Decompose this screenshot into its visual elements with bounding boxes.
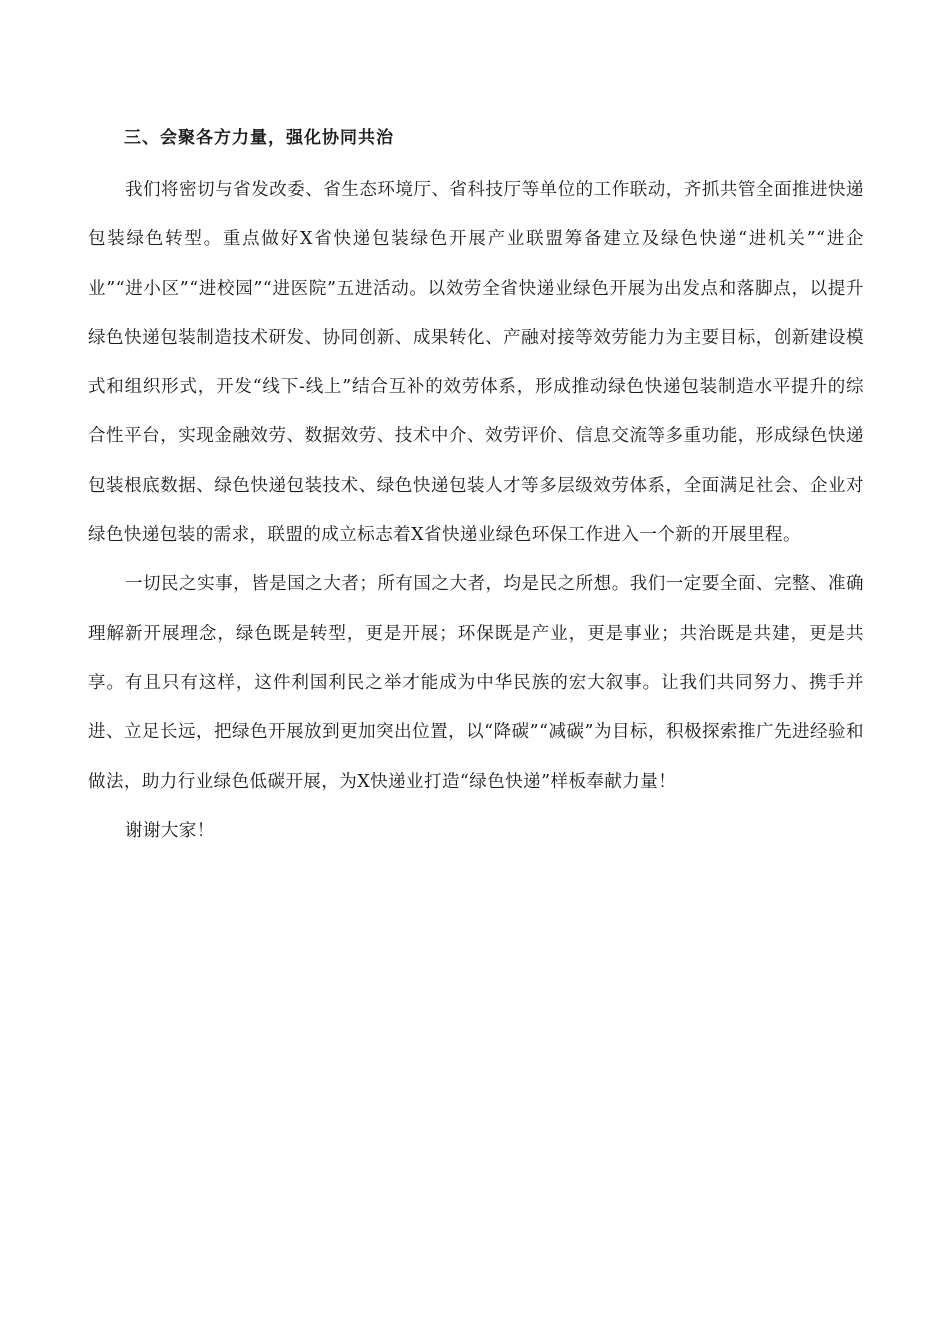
paragraph-cooperation: 我们将密切与省发改委、省生态环境厅、省科技厅等单位的工作联动，齐抓共管全面推进快递包装绿色转型。重点做好X省快递包装绿色开展产业联盟筹备建立及绿色快递“进机关”“进企业”“进小区”“进校园”“进医院”五进活动。以效劳全省快递业绿色开展为出发点和落脚点，以提升绿色快递包装制造技术研发、协同创新、成果转化、产融对接等效劳能力为主要目标，创新建设模式和组织形式，开发“线下-线上”结合互补的效劳体系，形成推动绿色快递包装制造水平提升的综合性平台，实现金融效劳、数据效劳、技术中介、效劳评价、信息交流等多重功能，形成绿色快递包装根底数据、绿色快递包装技术、绿色快递包装人才等多层级效劳体系，全面满足社会、企业对绿色快递包装的需求，联盟的成立标志着X省快递业绿色环保工作进入一个新的开展里程。 bbox=[88, 180, 864, 546]
document-page bbox=[88, 118, 864, 856]
paragraph-call-to-action: 一切民之实事，皆是国之大者；所有国之大者，均是民之所想。我们一定要全面、完整、准确理解新开展理念，绿色既是转型，更是开展；环保既是产业，更是事业；共治既是共建，更是共享。有且只有这样，这件利国利民之举才能成为中华民族的宏大叙事。让我们共同努力、携手并进、立足长远，把绿色开展放到更加突出位置，以“降碳”“减碳”为目标，积极探索推广先进经验和做法，助力行业绿色低碳开展，为X快递业打造“绿色快递”样板奉献力量！ bbox=[88, 574, 864, 792]
section-heading: 三、会聚各方力量，强化协同共治 bbox=[124, 128, 394, 148]
paragraph-closing: 谢谢大家！ bbox=[125, 820, 215, 841]
